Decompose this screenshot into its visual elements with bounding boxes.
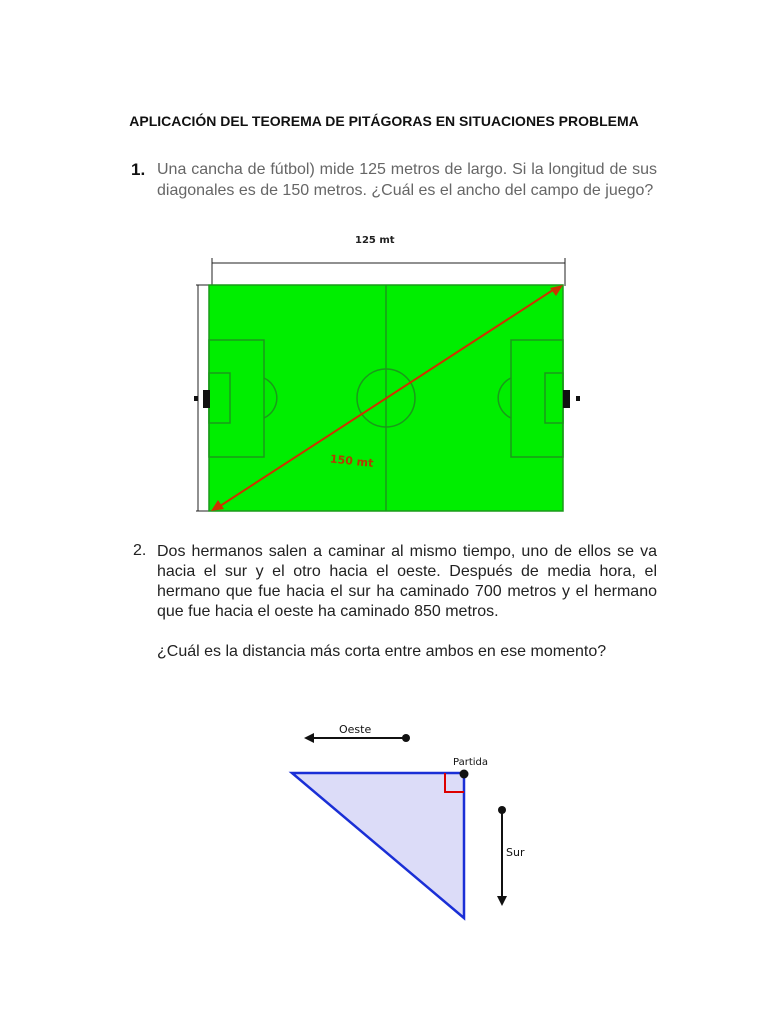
walking-triangle-figure	[282, 714, 542, 934]
start-point-dot	[460, 770, 469, 779]
south-label: Sur	[506, 846, 525, 859]
triangle	[292, 773, 464, 918]
football-field-figure	[190, 228, 590, 518]
problem-1-text: Una cancha de fútbol) mide 125 metros de largo. Si la longitud de sus diagonales es de 150 metros. ¿Cuál es el ancho del campo de juego?	[157, 161, 657, 199]
page-title: APLICACIÓN DEL TEOREMA DE PITÁGORAS EN SITUACIONES PROBLEMA	[129, 113, 639, 129]
length-label: 125 mt	[355, 235, 395, 246]
problem-1-number: 1.	[131, 160, 146, 179]
south-arrowhead	[497, 896, 507, 906]
diagonal-label: 150 mt	[329, 452, 374, 470]
start-label: Partida	[453, 757, 488, 768]
problem-2-question: ¿Cuál es la distancia más corta entre ambos en ese momento?	[157, 643, 607, 660]
west-arrow-start-dot	[402, 734, 410, 742]
west-arrowhead	[304, 733, 314, 743]
right-goal	[563, 390, 570, 408]
problem-2-number: 2.	[133, 542, 147, 559]
left-goal	[203, 390, 210, 408]
problem-2-text: Dos hermanos salen a caminar al mismo tiempo, uno de ellos se va hacia el sur y el otro hacia el oeste. Después de media hora, el hermano que fue hacia el sur ha caminado 700 metros y el hermano que fue hacia el oeste ha caminado 850 metros.	[157, 543, 657, 620]
west-label: Oeste	[339, 723, 372, 736]
problem-2-block	[157, 542, 657, 662]
